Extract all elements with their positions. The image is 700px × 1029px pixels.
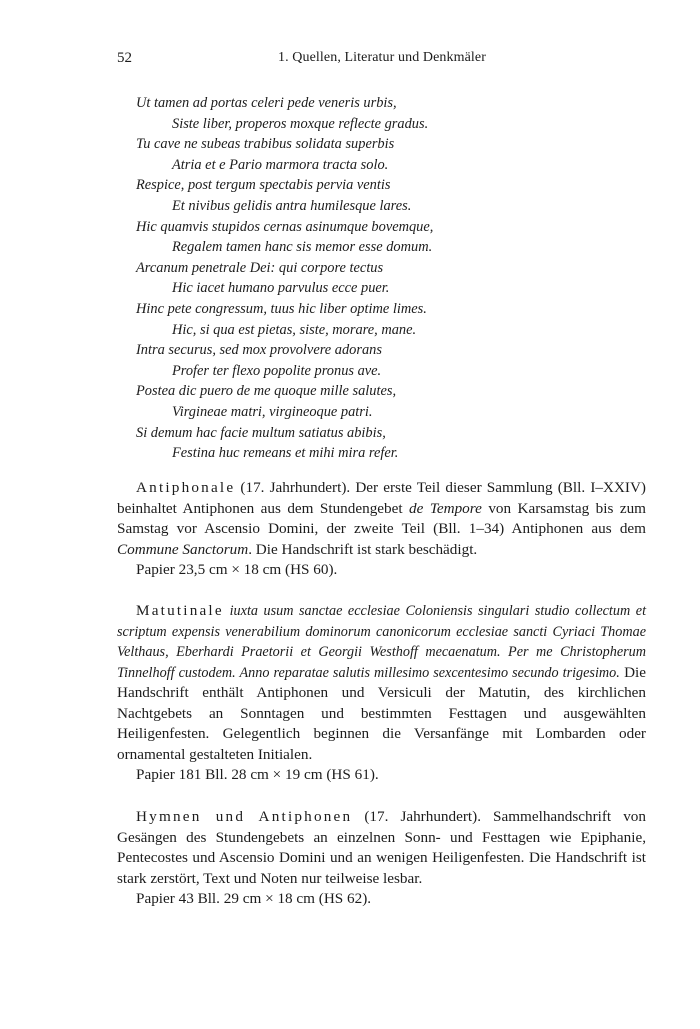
entry-meta: Papier 43 Bll. 29 cm × 18 cm (HS 62). [136, 890, 372, 907]
entry-title: Antiphonale [136, 479, 236, 496]
entry-meta: Papier 23,5 cm × 18 cm (HS 60). [136, 561, 338, 578]
poem-line: Intra securus, sed mox provolvere adorans [136, 342, 382, 359]
latin-poem [0, 93, 700, 464]
poem-line: Profer ter flexo popolite pronus ave. [172, 362, 382, 379]
entry-title: Hymnen und Antiphonen [136, 808, 353, 825]
poem-line: Regalem tamen hanc sis memor esse domum. [172, 239, 433, 256]
poem-line: Virgineae matri, virgineoque patri. [172, 403, 373, 420]
entry-hymnen-body [117, 807, 646, 889]
poem-line: Hic iacet humano parvulus ecce puer. [172, 280, 390, 297]
entry-meta: Papier 181 Bll. 28 cm × 19 cm (HS 61). [136, 766, 379, 783]
entry-matutinale [117, 601, 646, 786]
entry-title: Matutinale [136, 602, 224, 619]
poem-line: Et nivibus gelidis antra humilesque lares. [172, 197, 412, 214]
entry-latin-title: iuxta usum sanctae ecclesiae Coloniensis singulari studio collectum et scriptum expensis venerabilium dominorum canonicorum ecclesiae sancti Cyriaci Thomae Velthaus, Eberhardi Praetorii et Georgii Westhoff mecaenatum. Per me Christopherum Tinnelhoff custodem. Anno reparatae salutis millesimo sexcentesimo secundo trigesimo. [117, 603, 647, 681]
entry-text: Die Handschrift enthält Antiphonen und Versiculi der Matutin, des kirchlichen Nachtgebets an Sonntagen und bestimmten Festtagen und ausgewählten Heiligenfesten. Gelegentlich beginnen die Versanfänge mit Lombarden oder ornamental gestalteten Initialen. [117, 663, 646, 763]
poem-line: Ut tamen ad portas celeri pede veneris urbis, [136, 95, 397, 111]
entry-text: (17. Jahrhundert). Sammelhandschrift von Gesängen des Stundengebets an einzelnen Sonn- und Festtagen wie Epiphanie, Pentecostes und Ascensio Domini und an wenigen Heiligenfesten. Die Handschrift ist stark zerstört, Text und Noten nur teilweise lesbar. [117, 808, 646, 887]
entry-text: . Die Handschrift ist stark beschädigt. [248, 540, 478, 558]
poem-line: Hic, si qua est pietas, siste, morare, mane. [172, 321, 417, 338]
page-header [117, 50, 647, 72]
entry-text-italic: de Tempore [409, 499, 482, 517]
poem-line: Tu cave ne subeas trabibus solidata superbis [136, 136, 395, 153]
poem-line: Hinc pete congressum, tuus hic liber optime limes. [136, 300, 427, 317]
entry-antiphonale-body [117, 478, 646, 560]
poem-line: Atria et e Pario marmora tracta solo. [172, 156, 389, 173]
running-head: 1. Quellen, Literatur und Denkmäler [278, 50, 486, 65]
entry-antiphonale [117, 478, 646, 581]
entry-text: (17. Jahrhundert). Der erste Teil dieser Sammlung (Bll. I–XXIV) beinhaltet Antiphonen aus dem Stundengebet [117, 479, 646, 517]
entry-hymnen [117, 807, 646, 910]
poem-line: Respice, post tergum spectabis pervia ventis [136, 177, 391, 194]
poem-line: Hic quamvis stupidos cernas asinumque bovemque, [136, 218, 434, 235]
poem-line: Si demum hac facie multum satiatus abibis, [136, 424, 386, 441]
page-number: 52 [117, 50, 132, 66]
entry-text-italic: Commune Sanctorum [117, 540, 249, 558]
poem-line: Siste liber, properos moxque reflecte gradus. [172, 115, 429, 132]
poem-line: Arcanum penetrale Dei: qui corpore tectus [136, 259, 384, 276]
poem-line: Postea dic puero de me quoque mille salutes, [136, 383, 397, 400]
poem-line: Festina huc remeans et mihi mira refer. [172, 445, 399, 462]
entry-text: von Karsamstag bis zum Samstag vor Ascensio Domini, der zweite Teil (Bll. 1–34) Antiphonen aus dem [117, 499, 646, 537]
entry-matutinale-body [117, 601, 646, 765]
